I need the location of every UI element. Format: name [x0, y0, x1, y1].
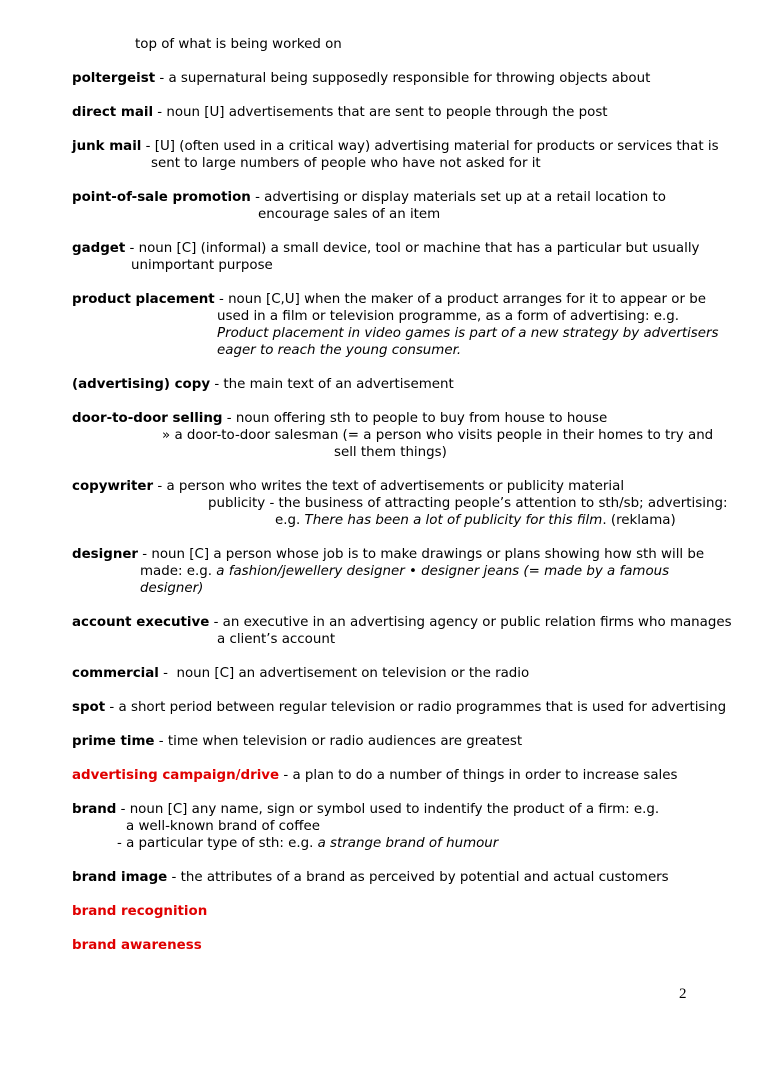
- term: (advertising) copy: [72, 377, 211, 392]
- term: copywriter: [72, 479, 154, 494]
- entry-direct-mail: [72, 104, 608, 121]
- term: prime time: [72, 734, 155, 749]
- entry-product-placement: [72, 291, 706, 308]
- term: poltergeist: [72, 71, 156, 86]
- term: advertising campaign/drive: [72, 768, 280, 783]
- definition: - the attributes of a brand as perceived by potential and actual customers: [167, 870, 669, 885]
- term: point-of-sale promotion: [72, 190, 251, 205]
- entry-copywriter: [72, 478, 624, 495]
- definition-lead: - a particular type of sth: e.g.: [117, 836, 318, 851]
- continuation-line: top of what is being worked on: [135, 37, 342, 52]
- entry-brand-image: [72, 869, 669, 886]
- example: a fashion/jewellery designer • designer jeans (= made by a famous: [216, 564, 670, 579]
- example: Product placement in video games is part of a new strategy by advertisers: [217, 326, 719, 341]
- example-cont: eager to reach the young consumer.: [217, 343, 462, 358]
- sub-entry: » a door-to-door salesman (= a person who visits people in their homes to try and: [162, 428, 714, 443]
- entry-prime-time: [72, 733, 522, 750]
- definition-cont: a client’s account: [217, 632, 336, 647]
- term: gadget: [72, 241, 126, 256]
- definition: - noun [C] (informal) a small device, tool or machine that has a particular but usually: [125, 241, 700, 256]
- entry-account-executive: [72, 614, 732, 631]
- entry-poltergeist: [72, 70, 650, 87]
- entry-junk-mail: [72, 138, 719, 155]
- term: product placement: [72, 292, 215, 307]
- sub-entry-cont: sell them things): [334, 445, 447, 460]
- term: brand image: [72, 870, 168, 885]
- term: account executive: [72, 615, 210, 630]
- term: direct mail: [72, 105, 154, 120]
- term: door-to-door selling: [72, 411, 223, 426]
- entry-brand-recognition: brand recognition: [72, 904, 208, 919]
- definition: - a plan to do a number of things in order to increase sales: [279, 768, 678, 783]
- example-tail: . (reklama): [602, 513, 676, 528]
- definition: - noun [C] a person whose job is to make drawings or plans showing how sth will be: [138, 547, 705, 562]
- entry-spot: [72, 699, 726, 716]
- entry-door-to-door-selling: [72, 410, 607, 427]
- entry-point-of-sale-promotion: [72, 189, 666, 206]
- definition: - an executive in an advertising agency or public relation firms who manages: [209, 615, 732, 630]
- term: brand: [72, 802, 117, 817]
- entry-brand: [72, 801, 659, 818]
- term: spot: [72, 700, 106, 715]
- definition-alt: [117, 835, 498, 852]
- entry-brand-awareness: brand awareness: [72, 938, 202, 953]
- entry-designer: [72, 546, 704, 563]
- page-number: 2: [679, 986, 687, 1002]
- definition-cont: used in a film or television programme, as a form of advertising: e.g.: [217, 309, 680, 324]
- definition: - [U] (often used in a critical way) advertising material for products or services that is: [141, 139, 719, 154]
- definition: - advertising or display materials set up at a retail location to: [250, 190, 666, 205]
- entry-advertising-campaign: [72, 767, 678, 784]
- term: junk mail: [72, 139, 142, 154]
- definition: - time when television or radio audiences are greatest: [154, 734, 523, 749]
- definition: - a supernatural being supposedly responsible for throwing objects about: [155, 71, 651, 86]
- eg-label: e.g.: [275, 513, 305, 528]
- definition: - a person who writes the text of advertisements or publicity material: [153, 479, 625, 494]
- term: designer: [72, 547, 139, 562]
- definition: - a short period between regular television or radio programmes that is used for advertising: [105, 700, 727, 715]
- example-cont: designer): [140, 581, 204, 596]
- definition: - noun [C] an advertisement on television or the radio: [158, 666, 530, 681]
- example-line: [275, 512, 676, 529]
- definition-lead: made: e.g.: [140, 564, 217, 579]
- definition: - noun [C] any name, sign or symbol used to indentify the product of a firm: e.g.: [116, 802, 660, 817]
- definition-cont: encourage sales of an item: [258, 207, 441, 222]
- example: There has been a lot of publicity for this film: [304, 513, 603, 528]
- sub-entry: publicity - the business of attracting people’s attention to sth/sb; advertising:: [208, 496, 728, 511]
- definition: - noun [C,U] when the maker of a product arranges for it to appear or be: [214, 292, 706, 307]
- definition-cont: [140, 563, 669, 580]
- entry-gadget: [72, 240, 699, 257]
- entry-commercial: [72, 665, 529, 682]
- definition: - the main text of an advertisement: [210, 377, 454, 392]
- definition-cont: unimportant purpose: [131, 258, 273, 273]
- entry-advertising-copy: [72, 376, 454, 393]
- definition: - noun offering sth to people to buy from house to house: [222, 411, 608, 426]
- definition-cont: sent to large numbers of people who have not asked for it: [151, 156, 541, 171]
- definition: - noun [U] advertisements that are sent to people through the post: [153, 105, 608, 120]
- term: commercial: [72, 666, 159, 681]
- definition-cont: a well-known brand of coffee: [126, 819, 320, 834]
- example: a strange brand of humour: [317, 836, 499, 851]
